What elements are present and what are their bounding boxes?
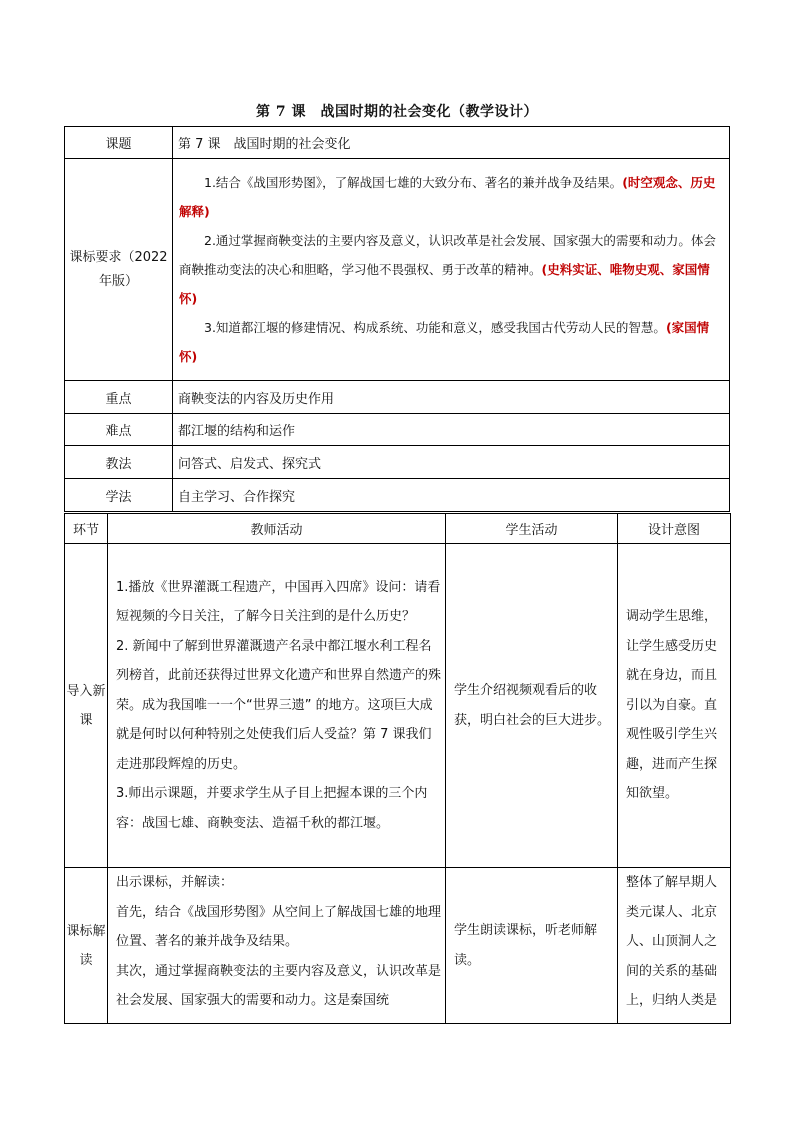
teacher-activity-item: 首先，结合《战国形势图》从空间上了解战国七雄的地理位置、著名的兼并战争及结果。 <box>116 904 442 949</box>
lesson-info-table <box>64 126 730 512</box>
header-design-purpose: 设计意图 <box>618 514 731 544</box>
topic-value: 第 7 课 战国时期的社会变化 <box>173 127 730 159</box>
standard-item-1: 1.结合《战国形势图》，了解战国七雄的大致分布、著名的兼并战争及结果。(时空观念、历史解释) <box>179 175 716 219</box>
table-row <box>65 868 731 1024</box>
process-header-row <box>65 514 731 544</box>
key-point-value: 商鞅变法的内容及历史作用 <box>173 381 730 414</box>
design-purpose: 调动学生思维，让学生感受历史就在身边，而且引以为自豪。直观性吸引学生兴趣，进而产生探知欲望。 <box>618 544 731 868</box>
header-student-activity: 学生活动 <box>446 514 618 544</box>
teaching-process-table <box>64 513 731 1024</box>
teacher-activity-item: 1.播放《世界灌溉工程遗产，中国再入四席》设问：请看短视频的今日关注，了解今日关注到的是什么历史？ <box>116 579 441 625</box>
difficulty-value: 都江堰的结构和运作 <box>173 414 730 446</box>
teacher-activity-item: 2. 新闻中了解到世界灌溉遗产名录中都江堰水利工程名列榜首，此前还获得过世界文化遗产和世界自然遗产的殊荣。成为我国唯一一个“世界三遗” 的地方。这项巨大成就是何时以何种特别之处使我们后人受益？第 7 课我们走进那段辉煌的历史。 <box>116 638 442 772</box>
learning-method-label: 学法 <box>65 479 173 512</box>
standard-item-3-tag: (家国情怀) <box>179 320 710 364</box>
document-title: 第 7 课 战国时期的社会变化（教学设计） <box>256 104 538 120</box>
learning-method-row <box>65 479 730 512</box>
key-point-label: 重点 <box>65 381 173 414</box>
student-activity: 学生朗读课标，听老师解读。 <box>446 868 618 1024</box>
difficulty-label: 难点 <box>65 414 173 446</box>
standard-item-2-tag: (史料实证、唯物史观、家国情怀) <box>179 262 710 306</box>
teaching-method-value: 问答式、启发式、探究式 <box>173 446 730 479</box>
standard-label: 课标要求（2022年版） <box>65 159 173 381</box>
topic-label: 课题 <box>65 127 173 159</box>
difficulty-row <box>65 414 730 446</box>
topic-row <box>65 127 730 159</box>
standard-item-1-tag: (时空观念、历史解释) <box>179 175 716 219</box>
standard-requirements <box>173 159 730 381</box>
key-point-row <box>65 381 730 414</box>
teacher-activity-item: 出示课标，并解读： <box>116 875 234 890</box>
standard-item-3: 3.知道都江堰的修建情况、构成系统、功能和意义，感受我国古代劳动人民的智慧。(家国情怀) <box>179 320 710 364</box>
stage-label: 课标解读 <box>65 868 108 1024</box>
teacher-activity <box>108 868 446 1024</box>
standard-row <box>65 159 730 381</box>
student-activity: 学生介绍视频观看后的收获，明白社会的巨大进步。 <box>446 544 618 868</box>
teacher-activity-item: 3.师出示课题，并要求学生从子目上把握本课的三个内容：战国七雄、商鞅变法、造福千秋的都江堰。 <box>116 786 428 831</box>
table-row <box>65 544 731 868</box>
teacher-activity <box>108 544 446 868</box>
header-stage: 环节 <box>65 514 108 544</box>
standard-item-2: 2.通过掌握商鞅变法的主要内容及意义，认识改革是社会发展、国家强大的需要和动力。体会商鞅推动变法的决心和胆略，学习他不畏强权、勇于改革的精神。(史料实证、唯物史观、家国情怀) <box>179 233 716 306</box>
stage-label: 导入新课 <box>65 544 108 868</box>
header-teacher-activity: 教师活动 <box>108 514 446 544</box>
learning-method-value: 自主学习、合作探究 <box>173 479 730 512</box>
teaching-method-row <box>65 446 730 479</box>
teaching-method-label: 教法 <box>65 446 173 479</box>
teacher-activity-item: 其次，通过掌握商鞅变法的主要内容及意义，认识改革是社会发展、国家强大的需要和动力。这是秦国统 <box>116 963 442 1008</box>
design-purpose: 整体了解早期人类元谋人、北京人、山顶洞人之间的关系的基础上，归纳人类是 <box>618 868 731 1024</box>
